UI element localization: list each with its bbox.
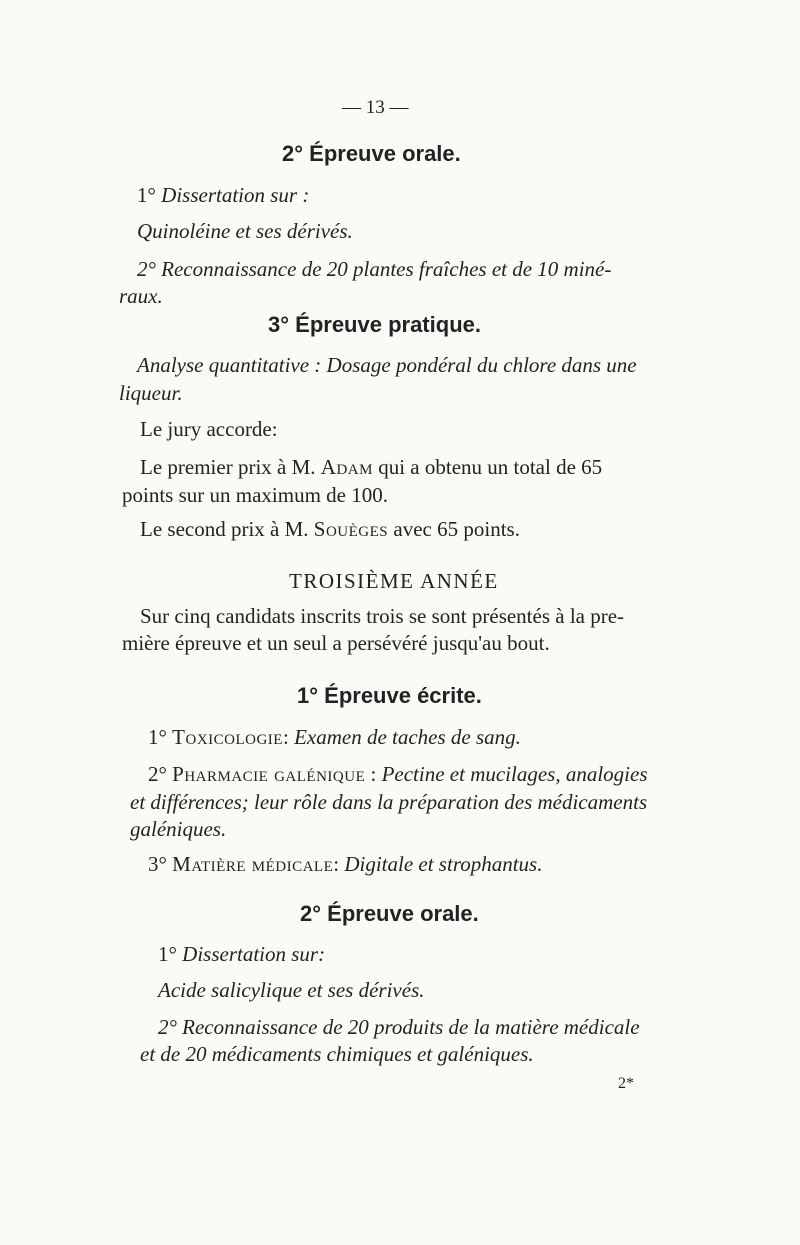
written-topic-2 — [148, 761, 648, 787]
year-title: TROISIÈME ANNÉE — [289, 569, 499, 593]
first-prize-text-b: qui a obtenu un total de 65 — [372, 455, 603, 479]
year-intro-line-2: mière épreuve et un seul a persévéré jusqu'au bout. — [122, 631, 550, 655]
topic-separator: : — [282, 725, 295, 749]
section-heading-written: 1° Épreuve écrite. — [297, 683, 482, 708]
practical-line-2: liqueur. — [119, 381, 183, 405]
written-topic-3 — [148, 851, 542, 877]
item-number: 1° — [158, 942, 183, 966]
dissertation-label: Dissertation sur : — [161, 183, 310, 207]
section-heading-oral: 2° Épreuve orale. — [282, 141, 461, 166]
topic-separator: : — [365, 762, 382, 786]
dissertation-line-2 — [158, 941, 325, 967]
item-number: 1° — [137, 183, 162, 207]
dissertation-line — [137, 182, 309, 208]
written-topic-1 — [148, 724, 521, 750]
year-intro-line-1: Sur cinq candidats inscrits trois se sont présentés à la pre- — [140, 604, 625, 628]
first-prize-line-2: points sur un maximum de 100. — [122, 483, 388, 507]
topic-text: Digitale et strophantus. — [344, 852, 543, 876]
written-topic-2-line-2: et différences; leur rôle dans la préparation des médicaments — [130, 790, 648, 814]
topic-text: Examen de taches de sang. — [294, 725, 521, 749]
topic-number: 1° — [148, 725, 173, 749]
recognition-2-line-2: et de 20 médicaments chimiques et galéniques. — [140, 1042, 534, 1066]
first-prize-name: Adam — [320, 455, 373, 479]
topic-number: 2° — [148, 762, 173, 786]
first-prize-text-a: Le premier prix à M. — [140, 455, 321, 479]
jury-intro: Le jury accorde: — [140, 417, 278, 441]
section-heading-oral-2: 2° Épreuve orale. — [300, 901, 479, 926]
signature-mark: 2* — [618, 1075, 634, 1092]
recognition-line-2: raux. — [119, 284, 163, 308]
dissertation-label: Dissertation sur: — [182, 942, 326, 966]
recognition-2-line-1: 2° Reconnaissance de 20 produits de la matière médicale — [158, 1015, 640, 1039]
recognition-line-1: 2° Reconnaissance de 20 plantes fraîches et de 10 miné- — [137, 257, 612, 281]
second-prize-line — [140, 516, 520, 542]
dissertation-subject-2: Acide salicylique et ses dérivés. — [158, 978, 425, 1002]
written-topic-2-line-3: galéniques. — [130, 817, 227, 841]
topic-subject: Pharmacie galénique — [172, 762, 366, 786]
second-prize-text-b: avec 65 points. — [388, 517, 520, 541]
topic-number: 3° — [148, 852, 173, 876]
topic-subject: Toxicologie — [172, 725, 283, 749]
dissertation-subject: Quinoléine et ses dérivés. — [137, 219, 353, 243]
topic-text: Pectine et mucilages, analogies — [381, 762, 648, 786]
practical-line-1: Analyse quantitative : Dosage pondéral du chlore dans une — [137, 353, 637, 377]
second-prize-text-a: Le second prix à M. — [140, 517, 314, 541]
section-heading-practical: 3° Épreuve pratique. — [268, 312, 481, 337]
second-prize-name: Souèges — [313, 517, 389, 541]
topic-separator: : — [333, 852, 345, 876]
first-prize-line-1 — [140, 454, 602, 480]
page-number: — 13 — — [342, 97, 409, 118]
topic-subject: Matière médicale — [172, 852, 334, 876]
